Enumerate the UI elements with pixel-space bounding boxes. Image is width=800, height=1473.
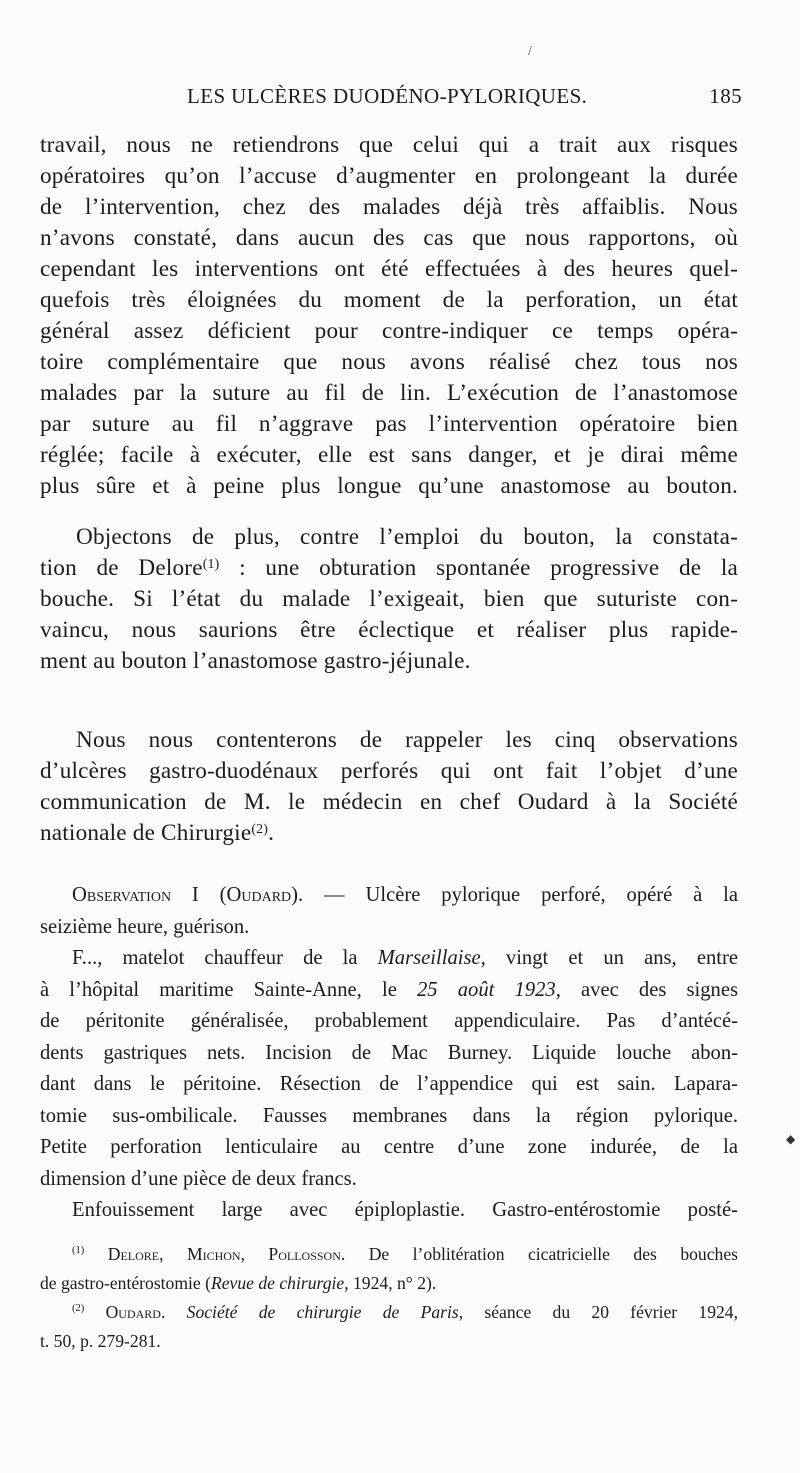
- text-line: [40, 975, 738, 1007]
- paragraph-anastomosis-risks: [40, 130, 738, 502]
- text-line: opératoires qu’on l’accuse d’augmenter en prolongeant la durée: [40, 163, 738, 189]
- text-line: travail, nous ne retiendrons que celui qui a trait aux risques: [40, 132, 738, 158]
- footnote-2: [40, 1298, 738, 1327]
- text-line: par suture au fil n’aggrave pas l’intervention opératoire bien: [40, 411, 738, 437]
- text-line: vaincu, nous saurions être éclectique et réaliser plus rapide-: [40, 617, 738, 643]
- text-line: Objectons de plus, contre l’emploi du bouton, la constata-: [76, 524, 738, 550]
- footnote-1: [40, 1240, 738, 1269]
- text-span: .: [268, 820, 275, 846]
- text-span: , séance du 20 février 1924,: [458, 1302, 738, 1322]
- text-line: Petite perforation lenticulaire au centre d’une zone indurée, de la: [40, 1136, 738, 1158]
- text-line: général assez déficient pour contre-indiquer ce temps opéra-: [40, 318, 738, 344]
- journal-title: Revue de chirurgie: [211, 1273, 345, 1293]
- text-span: De l’oblitération cicatricielle des bouches: [345, 1244, 738, 1264]
- footnote-number: (1): [72, 1245, 85, 1256]
- text-span: à l’hôpital maritime Sainte-Anne, le: [40, 978, 417, 1001]
- text-line: [40, 943, 738, 975]
- text-line: n’avons constaté, dans aucun des cas que nous rapportons, où: [40, 225, 738, 251]
- text-line: cependant les interventions ont été effectuées à des heures quel-: [40, 256, 738, 282]
- footnote-ref-2: (2): [251, 822, 269, 837]
- text-span: de gastro-entérostomie (: [40, 1273, 211, 1293]
- text-line: [40, 553, 738, 584]
- text-line: toire complémentaire que nous avons réalisé chez tous nos: [40, 349, 738, 375]
- ship-name: Marseillaise: [377, 947, 481, 969]
- admission-date: 25 août 1923: [417, 978, 556, 1001]
- footnote-authors: Delore, Michon, Pollosson.: [107, 1244, 346, 1264]
- text-line: [40, 818, 738, 849]
- ink-dot: ◆: [786, 1132, 796, 1146]
- text-line: communication de M. le médecin en chef Oudard à la Société: [40, 789, 738, 815]
- text-line: d’ulcères gastro-duodénaux perforés qui ont fait l’objet d’une: [40, 758, 738, 784]
- running-header: [40, 84, 742, 120]
- observation-heading: [40, 880, 738, 912]
- text-line: Enfouissement large avec épiploplastie. Gastro-entérostomie posté-: [72, 1199, 738, 1221]
- text-span: , vingt et un ans, entre: [480, 947, 738, 969]
- text-line: dents gastriques nets. Incision de Mac Burney. Liquide louche abon-: [40, 1041, 738, 1064]
- text-line: quefois très éloignées du moment de la perforation, un état: [40, 287, 738, 313]
- text-line: dimension d’une pièce de deux francs.: [40, 1167, 357, 1190]
- footnote-number: (2): [72, 1303, 85, 1314]
- text-line: Nous nous contenterons de rappeler les cinq observations: [76, 727, 738, 753]
- footnote-authors: Oudard.: [105, 1302, 166, 1322]
- text-line: ment au bouton l’anastomose gastro-jéjunale.: [40, 648, 471, 674]
- text-span: F..., matelot chauffeur de la: [72, 947, 378, 969]
- text-line: de l’intervention, chez des malades déjà très affaiblis. Nous: [40, 194, 738, 220]
- text-line: [40, 1269, 738, 1298]
- text-line: t. 50, p. 279-281.: [40, 1331, 161, 1351]
- text-line: plus sûre et à peine plus longue qu’une anastomose au bouton.: [40, 473, 738, 499]
- text-span: tion de Delore: [40, 555, 203, 581]
- journal-title: Société de chirurgie de Paris: [165, 1302, 459, 1322]
- page-number: 185: [709, 84, 742, 108]
- paragraph-observations-intro: [40, 725, 738, 849]
- text-span: , avec des signes: [555, 978, 738, 1001]
- text-line: tomie sus-ombilicale. Fausses membranes dans la région pylorique.: [40, 1104, 738, 1127]
- observation-1: [40, 880, 738, 1227]
- text-span: , 1924, n° 2).: [344, 1273, 437, 1293]
- text-span: —: [303, 884, 366, 906]
- text-line: de péritonite généralisée, probablement appendiculaire. Pas d’antécé-: [40, 1010, 738, 1032]
- text-line: dant dans le péritoine. Résection de l’appendice qui est sain. Lapara-: [40, 1073, 738, 1095]
- text-span: Ulcère pylorique perforé, opéré à la: [365, 884, 738, 906]
- text-span: nationale de Chirurgie: [40, 820, 252, 846]
- text-line: bouche. Si l’état du malade l’exigeait, bien que suturiste con-: [40, 586, 738, 612]
- text-line: seizième heure, guérison.: [40, 915, 250, 938]
- text-span: : une obturation spontanée progressive de la: [219, 555, 738, 581]
- text-line: malades par la suture au fil de lin. L’exécution de l’anastomose: [40, 380, 738, 406]
- ink-mark: /: [528, 44, 532, 59]
- footnote-ref-1: (1): [202, 557, 220, 572]
- footnotes: [40, 1240, 738, 1356]
- paragraph-button-objection: [40, 522, 738, 677]
- observation-label: Observation I (Oudard).: [72, 884, 304, 906]
- running-title: LES ULCÈRES DUODÉNO-PYLORIQUES.: [187, 84, 588, 108]
- text-line: réglée; facile à exécuter, elle est sans danger, et je dirai même: [40, 442, 738, 468]
